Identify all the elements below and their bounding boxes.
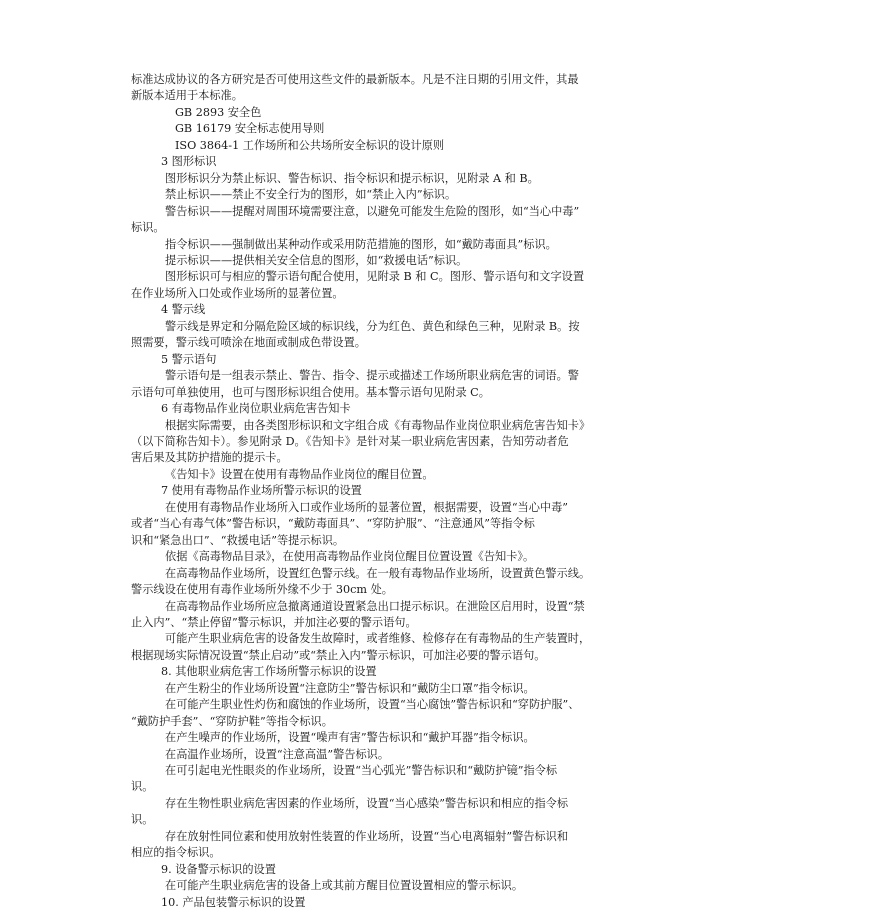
text-line: 警示语句是一组表示禁止、警告、指令、提示或描述工作场所职业病危害的词语。警 <box>165 369 579 383</box>
section-heading: 6 有毒物品作业岗位职业病危害告知卡 <box>161 402 351 416</box>
text-line: 照需要，警示线可喷涂在地面或制成色带设置。 <box>131 336 366 350</box>
text-line: 在产生噪声的作业场所，设置“噪声有害”警告标识和“戴护耳器”指令标识。 <box>165 731 535 745</box>
text-line: 识和“紧急出口”、“救援电话”等提示标识。 <box>131 533 345 547</box>
text-line: 禁止标识——禁止不安全行为的图形，如“禁止入内”标识。 <box>165 188 457 202</box>
text-line: 标准达成协议的各方研究是否可使用这些文件的最新版本。凡是不注日期的引用文件，其最 <box>131 73 579 86</box>
text-line: “戴防护手套”、“穿防护鞋”等指令标识。 <box>131 714 333 728</box>
text-line: 止入内”、“禁止停留”警示标识，并加注必要的警示语句。 <box>131 615 417 629</box>
text-line: 识。 <box>131 780 154 794</box>
text-line: 在高毒物品作业场所，设置红色警示线。在一般有毒物品作业场所，设置黄色警示线。 <box>165 566 591 580</box>
text-line: 在使用有毒物品作业场所入口或作业场所的显著位置，根据需要，设置“当心中毒” <box>165 500 569 514</box>
text-line: ISO 3864-1 工作场所和公共场所安全标识的设计原则 <box>175 138 445 152</box>
text-line: 根据现场实际情况设置“禁止启动”或“禁止入内”警示标识，可加注必要的警示语句。 <box>131 648 546 662</box>
text-line: 在可能产生职业性灼伤和腐蚀的作业场所，设置“当心腐蚀”警告标识和“穿防护服”、 <box>165 698 580 712</box>
text-line: （以下简称告知卡）。参见附录 D。《告知卡》是针对某一职业病危害因素，告知劳动者危 <box>131 434 569 448</box>
text-line: 警示线是界定和分隔危险区域的标识线，分为红色、黄色和绿色三种，见附录 B。按 <box>165 319 580 333</box>
text-line: 在可引起电光性眼炎的作业场所，设置“当心弧光”警告标识和“戴防护镜”指令标 <box>165 764 558 778</box>
text-line: 指令标识——强制做出某种动作或采用防范措施的图形，如“戴防毒面具”标识。 <box>165 237 557 251</box>
section-heading: 3 图形标识 <box>161 155 217 169</box>
text-line: 提示标识——提供相关安全信息的图形，如“救援电话”标识。 <box>165 253 468 267</box>
section-heading: 8. 其他职业病危害工作场所警示标识的设置 <box>161 665 377 679</box>
text-line: 警示线设在使用有毒作业场所外缘不少于 30cm 处。 <box>131 583 393 597</box>
text-line: GB 2893 安全色 <box>175 105 262 119</box>
text-line: 存在生物性职业病危害因素的作业场所，设置“当心感染”警告标识和相应的指令标 <box>165 796 569 810</box>
text-line: 相应的指令标识。 <box>131 846 221 860</box>
text-line: 依据《高毒物品目录》，在使用高毒物品作业岗位醒目位置设置《告知卡》。 <box>165 550 535 564</box>
text-line: 图形标识分为禁止标识、警告标识、指令标识和提示标识，见附录 A 和 B。 <box>165 171 539 185</box>
text-line: 在高毒物品作业场所应急撤离通道设置紧急出口提示标识。在泄险区启用时，设置“禁 <box>165 599 585 613</box>
text-line: 害后果及其防护措施的提示卡。 <box>131 451 288 465</box>
text-line: 可能产生职业病危害的设备发生故障时，或者维修、检修存在有毒物品的生产装置时， <box>165 632 591 646</box>
text-line: 《告知卡》设置在使用有毒物品作业岗位的醒目位置。 <box>165 467 434 481</box>
section-heading: 10. 产品包装警示标识的设置 <box>161 895 306 909</box>
section-heading: 4 警示线 <box>161 303 206 317</box>
text-line: 标识。 <box>131 221 165 235</box>
text-line: GB 16179 安全标志使用导则 <box>175 122 325 136</box>
section-heading: 9. 设备警示标识的设置 <box>161 862 276 876</box>
text-line: 或者“当心有毒气体”警告标识，“戴防毒面具”、“穿防护服”、“注意通风”等指令标 <box>131 517 535 531</box>
text-line: 示语句可单独使用，也可与图形标识组合使用。基本警示语句见附录 C。 <box>131 385 490 399</box>
text-line: 在可能产生职业病危害的设备上或其前方醒目位置设置相应的警示标识。 <box>165 879 524 893</box>
text-line: 图形标识可与相应的警示语句配合使用，见附录 B 和 C。图形、警示语句和文字设置 <box>165 270 585 284</box>
text-line: 在作业场所入口处或作业场所的显著位置。 <box>131 286 344 300</box>
text-line: 存在放射性同位素和使用放射性装置的作业场所，设置“当心电离辐射”警告标识和 <box>165 829 569 843</box>
text-line: 在产生粉尘的作业场所设置“注意防尘”警告标识和“戴防尘口罩”指令标识。 <box>165 681 535 695</box>
text-line: 识。 <box>131 813 154 827</box>
text-line: 新版本适用于本标准。 <box>131 89 243 103</box>
text-line: 在高温作业场所，设置“注意高温”警告标识。 <box>165 747 390 761</box>
text-line: 警告标识——提醒对周围环境需要注意，以避免可能发生危险的图形，如“当心中毒” <box>165 204 580 218</box>
section-heading: 5 警示语句 <box>161 352 217 366</box>
section-heading: 7 使用有毒物品作业场所警示标识的设置 <box>161 484 362 498</box>
document-page <box>131 72 745 911</box>
text-line: 根据实际需要，由各类图形标识和文字组合成《有毒物品作业岗位职业病危害告知卡》 <box>165 418 591 432</box>
